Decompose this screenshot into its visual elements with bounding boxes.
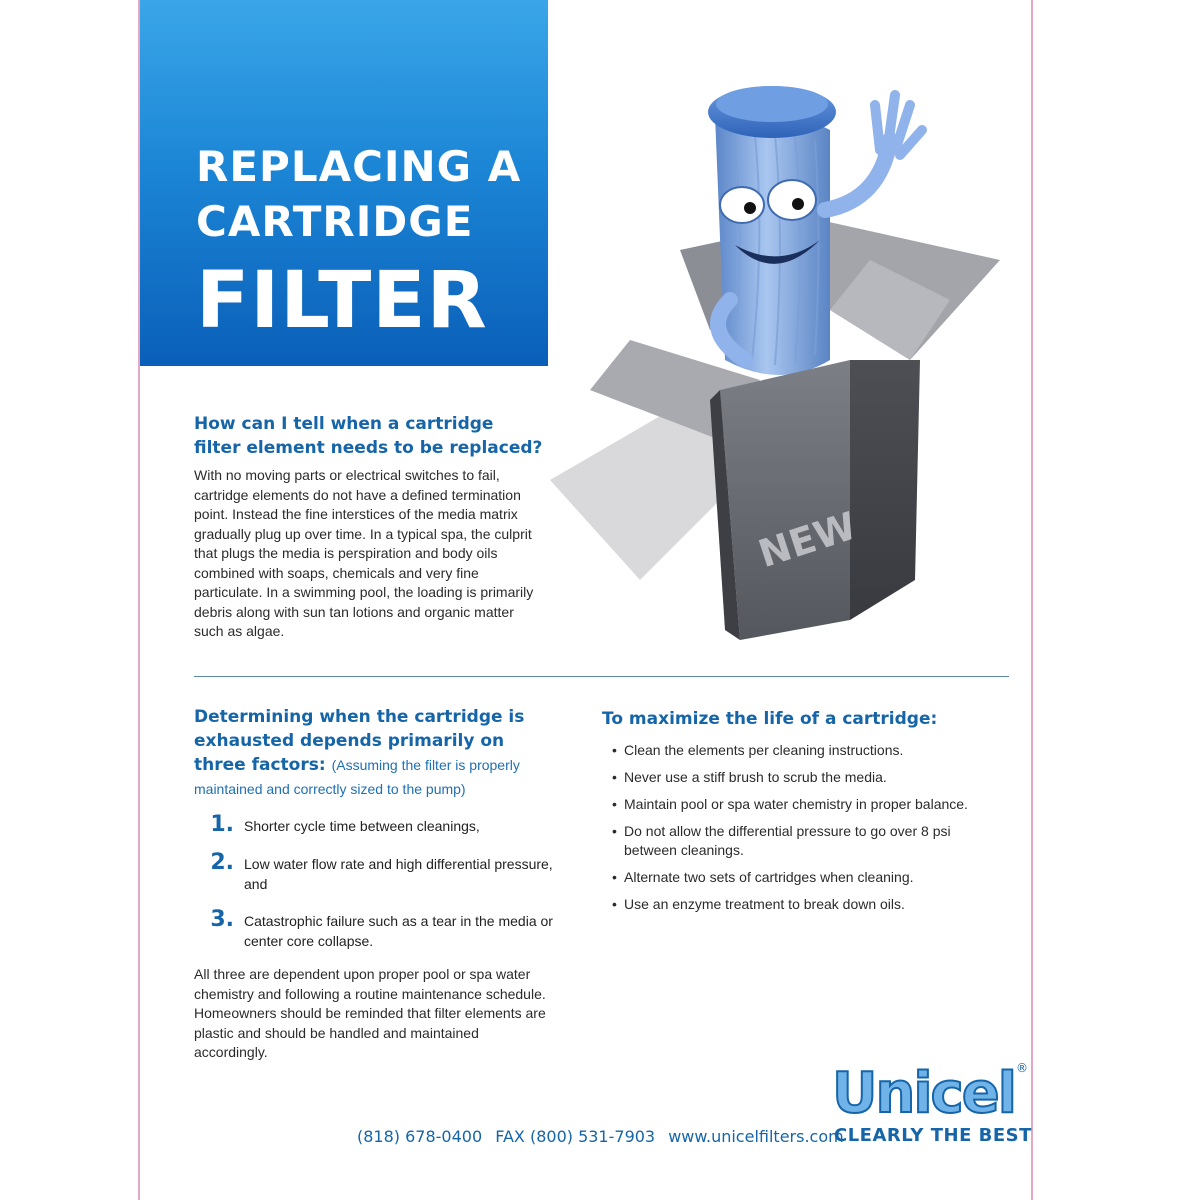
list-item: [602, 795, 1002, 814]
title-line-1: REPLACING A: [196, 142, 522, 191]
factors-list: [194, 813, 554, 951]
list-item: [602, 768, 1002, 787]
factor-number: 1.: [210, 812, 234, 837]
bullet: •: [612, 769, 617, 785]
waving-hand: [875, 95, 922, 155]
section2-heading-text: Determining when the cartridge is exhausted depends primarily on three factors:: [194, 707, 525, 775]
section2-note: (Assuming the filter is properly maintained and correctly sized to the pump): [194, 757, 520, 797]
cartridge-body: [715, 110, 830, 375]
bullet: •: [612, 742, 617, 758]
section2-closing: All three are dependent upon proper pool or spa water chemistry and following a routine maintenance schedule. Homeowners should be reminded that filter elements are plastic and should be handled and maintained accordingly.: [194, 966, 546, 1060]
title-banner: [140, 0, 548, 366]
list-item: [194, 813, 554, 837]
filter-mascot-illustration: [530, 60, 1010, 640]
website-link[interactable]: www.unicelfilters.com: [668, 1127, 844, 1146]
list-item: [194, 851, 554, 894]
tagline: CLEARLY THE BEST: [834, 1125, 1032, 1146]
fax-number: FAX (800) 531-7903: [495, 1127, 656, 1146]
section-maximize-life: [602, 707, 1002, 922]
tip-text: Never use a stiff brush to scrub the media.: [624, 769, 887, 785]
factor-number: 2.: [210, 850, 234, 875]
list-item: [194, 908, 554, 951]
phone-number: (818) 678-0400: [357, 1127, 483, 1146]
factor-text: Low water flow rate and high differential pressure, and: [244, 856, 553, 892]
tips-list: [602, 741, 1002, 914]
section1-heading: How can I tell when a cartridge filter element needs to be replaced?: [194, 414, 543, 458]
tip-text: Maintain pool or spa water chemistry in proper balance.: [624, 796, 968, 812]
bullet: •: [612, 796, 617, 812]
title-line-2: CARTRIDGE: [196, 197, 474, 246]
tip-text: Use an enzyme treatment to break down oils.: [624, 896, 905, 912]
cartridge-cap-top: [716, 86, 828, 122]
left-eye: [720, 187, 764, 223]
tip-text: Do not allow the differential pressure to go over 8 psi between cleanings.: [624, 823, 951, 858]
section2-heading: [194, 705, 554, 801]
section1-body: With no moving parts or electrical switches to fail, cartridge elements do not have a defined termination point. Instead the fine interstices of the media matrix gradually plug up over time. In a typical spa, the culprit that plugs the media is perspiration and body oils combined with soaps, chemicals and very fine particulate. In a swimming pool, the loading is primarily debris along with sun tan lotions and organic matter such as algae.: [194, 467, 534, 639]
factor-text: Shorter cycle time between cleanings,: [244, 818, 480, 834]
section3-heading: To maximize the life of a cartridge:: [602, 709, 938, 729]
bullet: •: [612, 823, 617, 839]
list-item: [602, 895, 1002, 914]
tip-text: Clean the elements per cleaning instructions.: [624, 742, 904, 758]
list-item: [602, 868, 1002, 887]
box-side: [850, 360, 920, 620]
bullet: •: [612, 869, 617, 885]
section-factors: [194, 705, 554, 1063]
list-item: [602, 822, 1002, 860]
unicel-logo: [830, 1050, 1030, 1130]
tip-text: Alternate two sets of cartridges when cleaning.: [624, 869, 914, 885]
right-pupil: [792, 198, 804, 210]
factor-number: 3.: [210, 907, 234, 932]
box-front: [720, 360, 850, 640]
right-eye: [768, 180, 816, 220]
factor-text: Catastrophic failure such as a tear in the media or center core collapse.: [244, 913, 553, 949]
title-line-3: FILTER: [196, 256, 488, 346]
registered-mark: ®: [1016, 1061, 1028, 1075]
list-item: [602, 741, 1002, 760]
left-pupil: [744, 202, 756, 214]
footer-contact: [357, 1127, 852, 1146]
bullet: •: [612, 896, 617, 912]
section-divider: [194, 676, 1009, 677]
section-when-to-replace: [194, 412, 544, 642]
box-label: NEW: [753, 503, 862, 577]
logo-wordmark: Unicel: [832, 1061, 1015, 1126]
